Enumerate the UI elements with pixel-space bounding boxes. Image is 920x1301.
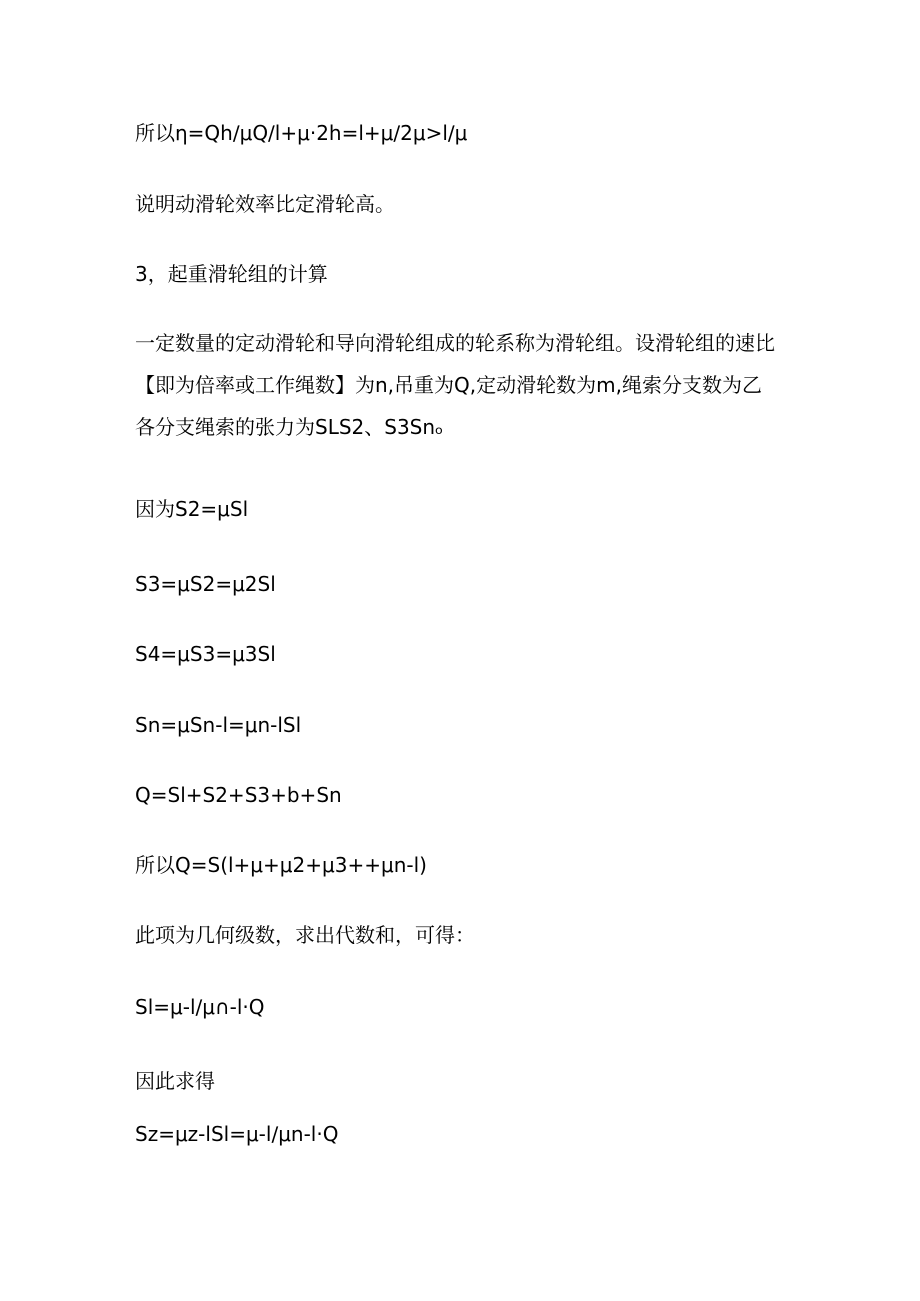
equation-line: Sl=μ-l∕μ∩-l·Q: [135, 995, 265, 1019]
definition-paragraph: [135, 322, 785, 448]
paragraph-line: 【即为倍率或工作绳数】为n,吊重为Q,定动滑轮数为m,绳索分支数为乙: [135, 373, 762, 397]
equation-line: S4=μS3=μ3Sl: [135, 642, 276, 666]
equation-line: S3=μS2=μ2Sl: [135, 572, 276, 596]
text-line: 因此求得: [135, 1069, 215, 1093]
equation-line: 所以Q=S(l+μ+μ2+μ3++μn-l): [135, 853, 427, 877]
paragraph-line: 各分支绳索的张力为SLS2、S3Snₒ: [135, 415, 444, 439]
equation-line: Sz=μz-lSl=μ-l∕μn-l·Q: [135, 1122, 339, 1146]
text-line: 此项为几何级数，求出代数和，可得：: [135, 923, 475, 947]
equation-line: Sn=μSn-l=μn-lSl: [135, 713, 302, 737]
equation-line: Q=Sl+S2+S3+b+Sn: [135, 783, 342, 807]
equation-line: 因为S2=μSl: [135, 497, 249, 521]
section-heading: 3，起重滑轮组的计算: [135, 262, 328, 286]
efficiency-formula-line: 所以η=Qh∕μQ∕l+μ·2h=l+μ∕2μ>l∕μ: [135, 121, 468, 145]
paragraph-line: 一定数量的定动滑轮和导向滑轮组成的轮系称为滑轮组。设滑轮组的速比: [135, 331, 775, 355]
conclusion-line: 说明动滑轮效率比定滑轮高。: [135, 192, 395, 216]
